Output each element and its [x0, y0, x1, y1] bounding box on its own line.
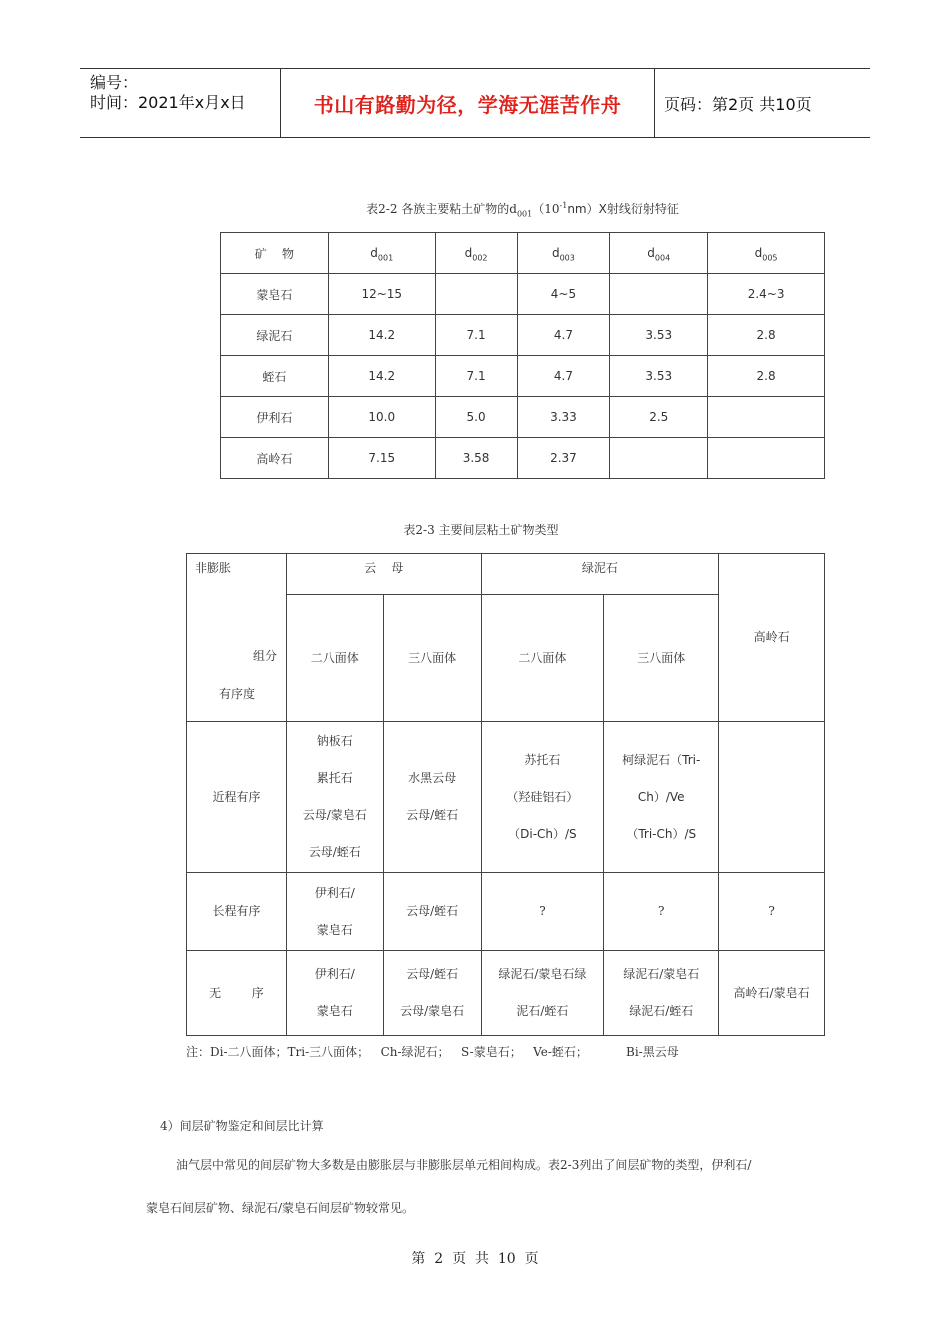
- paragraph-line: 油气层中常见的间层矿物大多数是由膨胀层与非膨胀层单元相间构成。表2-3列出了间层矿物的类型，伊利石/: [176, 1158, 752, 1172]
- row-label: 近程有序: [187, 722, 287, 873]
- table-cell: 7.1: [435, 315, 517, 356]
- table-cell: [286, 722, 383, 873]
- cell-line: 伊利石/: [314, 967, 355, 981]
- d-letter: d: [464, 246, 473, 260]
- corner-bottom: 有序度: [219, 687, 256, 701]
- table-cell: [435, 274, 517, 315]
- row-label: 无 序: [187, 951, 287, 1036]
- table-row: [221, 274, 825, 315]
- cell-line: 云母/蛭石: [308, 845, 361, 859]
- header-d004: [610, 233, 708, 274]
- header-d002: [435, 233, 517, 274]
- serial-label: 编号：: [90, 73, 139, 92]
- cell-line: （Tri-Ch）/S: [626, 826, 697, 841]
- header-d005: [708, 233, 825, 274]
- cell-line: Ch）/Ve: [637, 789, 685, 804]
- table-cell: 7.1: [435, 356, 517, 397]
- caption-mid: （10: [532, 202, 560, 216]
- caption-suffix: nm）X射线衍射特征: [567, 202, 679, 216]
- d-sub: 005: [762, 253, 778, 263]
- cell-mineral: 蒙皂石: [221, 274, 329, 315]
- d-letter: d: [370, 246, 378, 260]
- table-cell: 10.0: [328, 397, 435, 438]
- cell-line: 伊利石/: [314, 885, 355, 900]
- table-cell: 云母/蛭石: [383, 873, 481, 951]
- table-cell: 14.2: [328, 315, 435, 356]
- table-cell: 4~5: [517, 274, 610, 315]
- table2-note: 注：Di-二八面体；Tri-三八面体； Ch-绿泥石； S-蒙皂石； Ve-蛭石； Bi-黑云母: [186, 1045, 679, 1059]
- table-cell: [610, 274, 708, 315]
- cell-line: 绿泥石/蒙皂石绿: [498, 967, 587, 981]
- group-mica: 云 母: [286, 554, 481, 595]
- table-cell: 12~15: [328, 274, 435, 315]
- cell-mineral: 伊利石: [221, 397, 329, 438]
- cell-line: 累托石: [316, 771, 353, 785]
- cell-line: （羟硅铝石）: [506, 789, 579, 804]
- table-cell: [481, 722, 604, 873]
- table-cell: [286, 873, 383, 951]
- header-slogan-cell: [280, 69, 655, 137]
- cell-line: （Di-Ch）/S: [508, 826, 577, 841]
- caption-sup: -1: [559, 201, 568, 210]
- table-cell: 2.4~3: [708, 274, 825, 315]
- row-label: 长程有序: [187, 873, 287, 951]
- page-header: [80, 68, 870, 138]
- table-cell: 3.33: [517, 397, 610, 438]
- d-sub: 002: [472, 253, 488, 263]
- page-info: 页码：第2页 共10页: [664, 94, 812, 114]
- table-cell: 3.53: [610, 356, 708, 397]
- header-d001: [328, 233, 435, 274]
- slogan: 书山有路勤为径，学海无涯苦作舟: [313, 92, 622, 117]
- table-cell: 2.8: [708, 315, 825, 356]
- cell-line: 云母/蒙皂石: [400, 1004, 465, 1018]
- table-row: [187, 873, 825, 951]
- table-cell: ?: [481, 873, 604, 951]
- table-cell: 5.0: [435, 397, 517, 438]
- cell-line: 苏托石: [524, 752, 561, 767]
- table-cell: [708, 438, 825, 479]
- header-meta: [80, 69, 280, 137]
- table-cell: [708, 397, 825, 438]
- subheader-cell: 三八面体: [604, 595, 719, 722]
- subheader-cell: 三八面体: [383, 595, 481, 722]
- d-sub: 004: [654, 253, 671, 263]
- table-cell: [383, 722, 481, 873]
- table-cell: [719, 722, 825, 873]
- table-row: [221, 397, 825, 438]
- cell-line: 云母/蛭石: [406, 967, 459, 981]
- cell-line: 蒙皂石: [316, 1004, 353, 1018]
- table-cell: 3.53: [610, 315, 708, 356]
- table-row: [221, 438, 825, 479]
- d-letter: d: [754, 246, 763, 260]
- table-cell: 7.15: [328, 438, 435, 479]
- table-row: [187, 722, 825, 873]
- d-sub: 001: [377, 253, 394, 263]
- cell-mineral: 高岭石: [221, 438, 329, 479]
- table-cell: [481, 951, 604, 1036]
- corner-mid: 组分: [253, 649, 278, 663]
- corner-top: 非膨胀: [195, 561, 232, 575]
- table-cell: 4.7: [517, 315, 610, 356]
- table2-caption: 表2-3 主要间层粘土矿物类型: [403, 523, 559, 537]
- cell-line: 水黑云母: [408, 771, 457, 785]
- caption-sub: 001: [516, 209, 533, 219]
- cell-mineral: 蛭石: [221, 356, 329, 397]
- date-line: 时间：2021年x月x日: [90, 93, 246, 112]
- table-cell: [286, 951, 383, 1036]
- cell-line: 蒙皂石: [316, 922, 353, 937]
- d-sub: 003: [559, 253, 575, 263]
- header-mineral: 矿 物: [221, 233, 329, 274]
- table-cell: 3.58: [435, 438, 517, 479]
- cell-mineral: 绿泥石: [221, 315, 329, 356]
- d-letter: d: [647, 246, 655, 260]
- table-cell: 2.37: [517, 438, 610, 479]
- section-heading: 4）间层矿物鉴定和间层比计算: [160, 1119, 324, 1133]
- header-page-cell: [654, 69, 870, 137]
- cell-line: 泥石/蛭石: [516, 1004, 569, 1018]
- cell-line: 柯绿泥石（Tri-: [622, 752, 701, 767]
- table-row: [221, 315, 825, 356]
- cell-line: 绿泥石/蛭石: [629, 1004, 694, 1018]
- group-kaolinite: 高岭石: [719, 554, 825, 722]
- table-cell: 14.2: [328, 356, 435, 397]
- table-cell: [604, 951, 719, 1036]
- cell-line: 绿泥石/蒙皂石: [623, 967, 700, 981]
- cell-line: 钠板石: [316, 734, 353, 748]
- table-cell: 高岭石/蒙皂石: [719, 951, 825, 1036]
- d-letter: d: [551, 246, 560, 260]
- caption-prefix: 表2-2 各族主要粘土矿物的d: [366, 202, 517, 216]
- paragraph-line: 蒙皂石间层矿物、绿泥石/蒙皂石间层矿物较常见。: [146, 1201, 415, 1215]
- table1-caption: [220, 200, 825, 217]
- table-cell: [610, 438, 708, 479]
- corner-header: [187, 554, 287, 722]
- table-xrd-d001: [220, 232, 825, 479]
- cell-line: 云母/蒙皂石: [302, 808, 367, 822]
- table-interlayer-types: [186, 553, 825, 1036]
- table-cell: [604, 722, 719, 873]
- table-header-row: [221, 233, 825, 274]
- table-cell: [383, 951, 481, 1036]
- header-d003: [517, 233, 610, 274]
- page-footer: 第 2 页 共 10 页: [411, 1251, 539, 1267]
- subheader-cell: 二八面体: [286, 595, 383, 722]
- table-cell: ?: [604, 873, 719, 951]
- table-header-row: [187, 554, 825, 595]
- cell-line: 云母/蛭石: [406, 808, 459, 822]
- table-cell: 2.5: [610, 397, 708, 438]
- table-cell: ?: [719, 873, 825, 951]
- table-row: [221, 356, 825, 397]
- table-cell: 4.7: [517, 356, 610, 397]
- table-row: [187, 951, 825, 1036]
- group-chlorite: 绿泥石: [481, 554, 719, 595]
- table-cell: 2.8: [708, 356, 825, 397]
- subheader-cell: 二八面体: [481, 595, 604, 722]
